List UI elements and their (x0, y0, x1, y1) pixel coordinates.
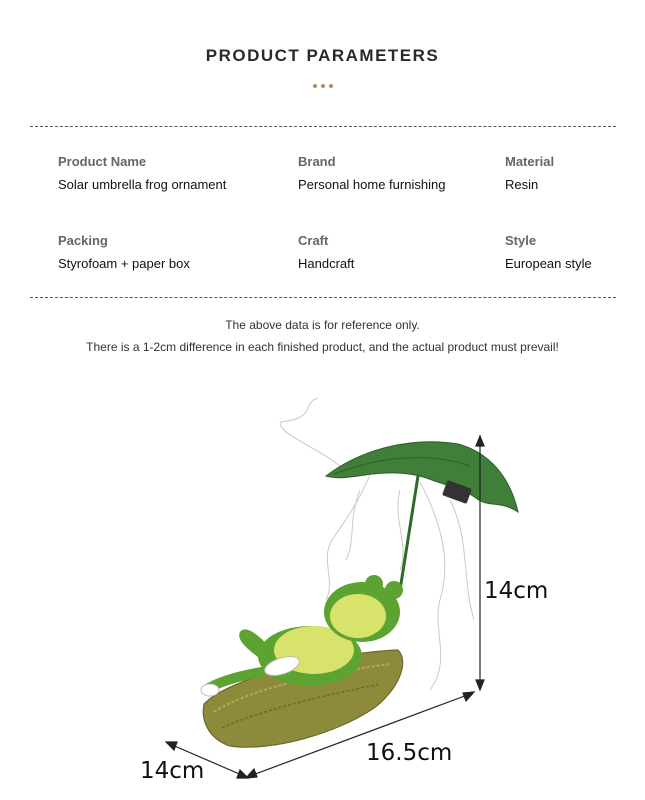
param-label: Material (505, 154, 555, 169)
divider-bottom (30, 297, 616, 298)
param-style (505, 233, 592, 271)
dimension-width-label: 14cm (140, 758, 205, 784)
decorative-dots (0, 84, 645, 88)
param-label: Craft (298, 233, 329, 248)
param-value: Solar umbrella frog ornament (58, 177, 227, 192)
param-value: Handcraft (298, 256, 355, 271)
param-label: Style (505, 233, 537, 248)
umbrella (326, 442, 518, 590)
param-material (505, 154, 554, 192)
param-label: Packing (58, 233, 108, 248)
section-title: PRODUCT PARAMETERS (205, 46, 440, 65)
param-value: Resin (505, 177, 539, 192)
param-product-name (58, 154, 226, 192)
param-packing (58, 233, 190, 271)
divider-top (30, 126, 616, 127)
param-label: Brand (298, 154, 336, 169)
reference-note: The above data is for reference only. (225, 318, 420, 332)
param-label: Product Name (58, 154, 147, 169)
param-value: European style (505, 256, 592, 271)
param-value: Styrofoam + paper box (58, 256, 190, 271)
dimension-length-label: 16.5cm (366, 740, 453, 766)
dimension-height-label: 14cm (484, 578, 549, 604)
param-value: Personal home furnishing (298, 177, 446, 192)
param-craft (298, 233, 354, 271)
param-brand (298, 154, 445, 192)
difference-note: There is a 1-2cm difference in each finished product, and the actual product must prevail! (86, 340, 559, 354)
